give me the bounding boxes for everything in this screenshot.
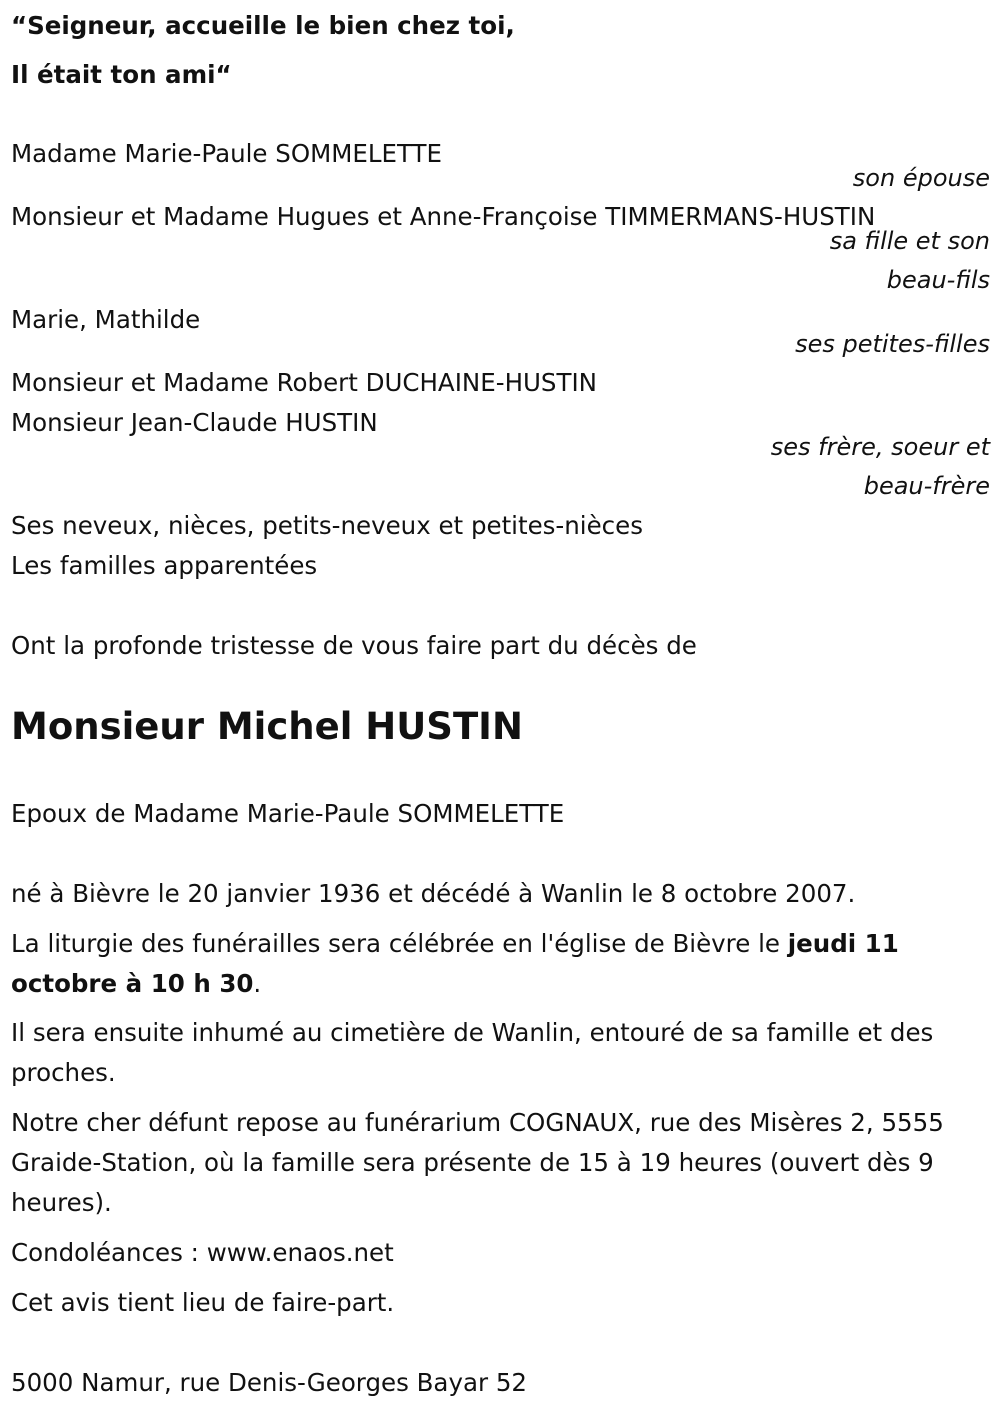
condolences: Condoléances : www.enaos.net [11,1238,394,1267]
birth-death: né à Bièvre le 20 janvier 1936 et décédé à Wanlin le 8 octobre 2007. [11,879,856,908]
liturgy-text: La liturgie des funérailles sera célébrée en l'église de Bièvre le [11,929,788,958]
daughter-role-line-2: beau-fils [886,266,990,294]
liturgy-end: . [253,969,262,998]
liturgy-date: jeudi 11 octobre à 10 h 30 [11,929,899,998]
sibling-2-name: Monsieur Jean-Claude HUSTIN [11,408,378,437]
daughter-role-line-1: sa fille et son [829,227,990,255]
liturgy-paragraph [11,924,971,1004]
siblings-role-line-1: ses frère, soeur et [770,433,990,461]
spouse-role: son épouse [852,164,990,192]
address: 5000 Namur, rue Denis-Georges Bayar 52 [11,1368,527,1397]
announcement: Ont la profonde tristesse de vous faire part du décès de [11,631,697,660]
grandchildren-role: ses petites-filles [795,330,990,358]
funerarium-paragraph: Notre cher défunt repose au funérarium COGNAUX, rue des Misères 2, 5555 Graide-Station, où la famille sera présente de 15 à 19 heures (ouvert dès 9 heures). [11,1108,944,1217]
nephews-nieces: Ses neveux, nièces, petits-neveux et petites-nièces [11,511,643,540]
sibling-1-name: Monsieur et Madame Robert DUCHAINE-HUSTIN [11,368,597,397]
spouse-of: Epoux de Madame Marie-Paule SOMMELETTE [11,799,565,828]
related-families: Les familles apparentées [11,551,318,580]
quote-line-2: Il était ton ami“ [11,60,232,89]
grandchildren-name: Marie, Mathilde [11,305,201,334]
siblings-role-line-2: beau-frère [863,472,990,500]
notice: Cet avis tient lieu de faire-part. [11,1288,395,1317]
deceased-name: Monsieur Michel HUSTIN [11,705,523,748]
quote-line-1: “Seigneur, accueille le bien chez toi, [11,11,515,40]
daughter-name: Monsieur et Madame Hugues et Anne-Françoise TIMMERMANS-HUSTIN [11,202,876,231]
spouse-name: Madame Marie-Paule SOMMELETTE [11,139,442,168]
burial-paragraph: Il sera ensuite inhumé au cimetière de Wanlin, entouré de sa famille et des proches. [11,1018,934,1087]
